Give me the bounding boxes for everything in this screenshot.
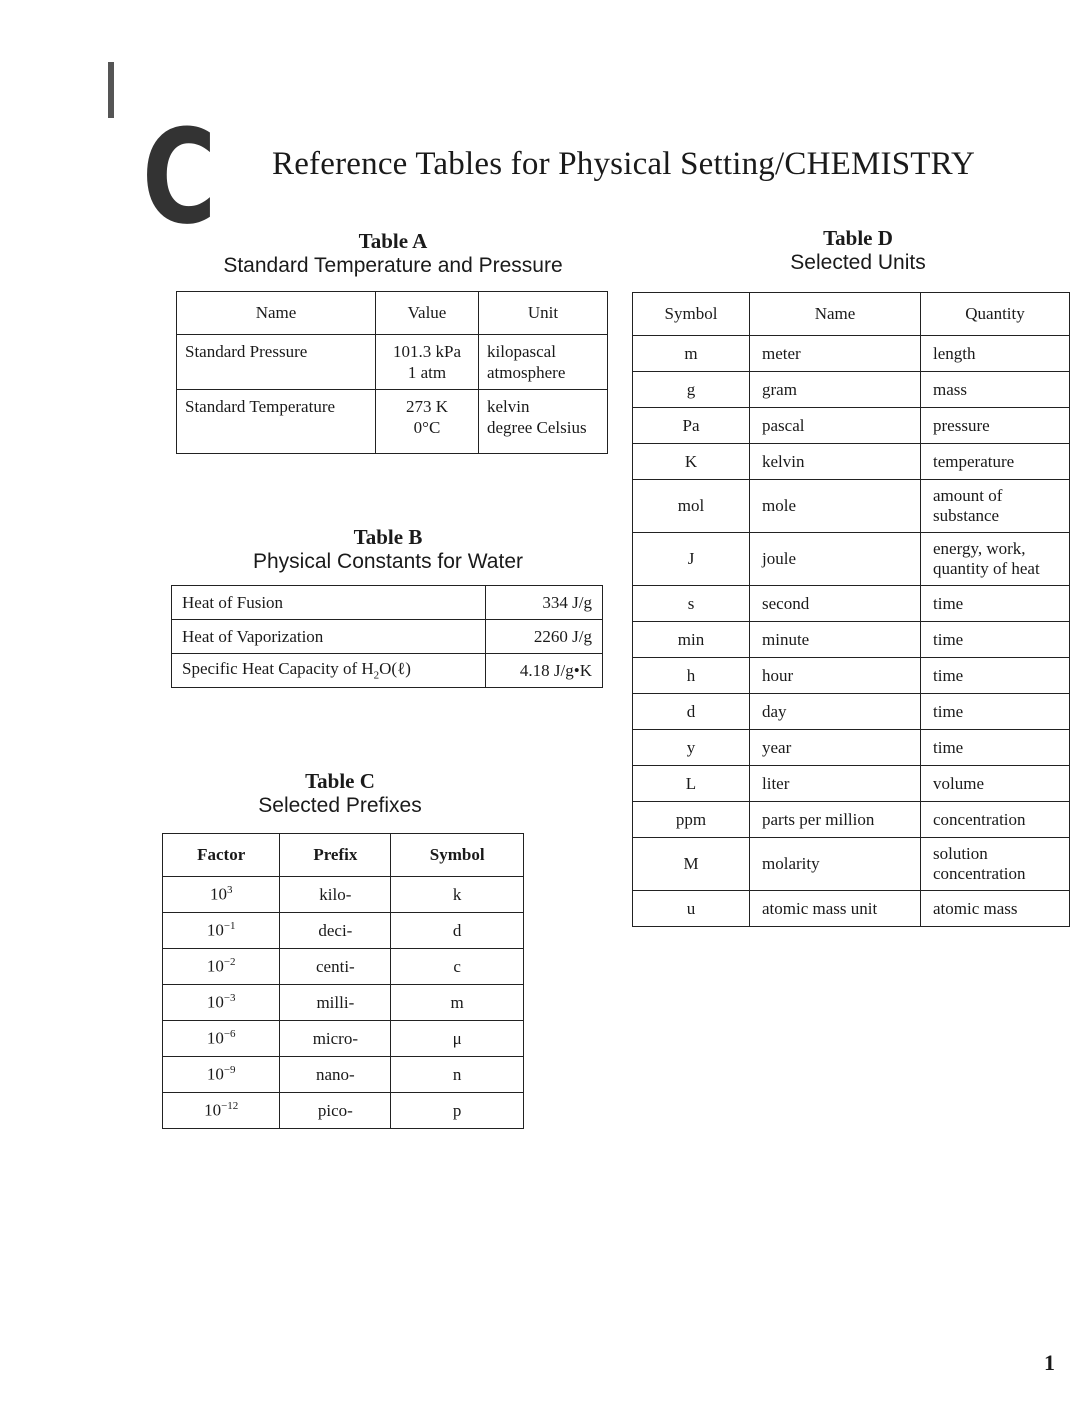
- cell-quantity: [921, 336, 1070, 372]
- table-c-label: Table C: [305, 769, 375, 793]
- cell-symbol: d: [391, 913, 524, 949]
- cell-prefix: nano-: [280, 1057, 391, 1093]
- cell-symbol: L: [633, 766, 750, 802]
- cell-value: [376, 390, 479, 454]
- table-row: [633, 408, 1070, 444]
- table-a-grid: [176, 291, 608, 454]
- cell-factor: $10^{-1}$: [163, 913, 280, 949]
- cell-factor: $10^3$: [163, 877, 280, 913]
- cell-name: Standard Pressure: [177, 335, 376, 390]
- unit-line: kelvin: [487, 397, 530, 416]
- cell-quantity: [921, 622, 1070, 658]
- cell-symbol: p: [391, 1093, 524, 1129]
- page-title: Reference Tables for Physical Setting/CHEMISTRY: [272, 146, 976, 182]
- table-row: [633, 838, 1070, 891]
- cell-name: liter: [750, 766, 921, 802]
- table-header-row: [163, 834, 524, 877]
- cell-name: Heat of Fusion: [172, 586, 486, 620]
- quantity-line: concentration: [933, 809, 1026, 829]
- cell-quantity: [921, 533, 1070, 586]
- unit-line: degree Celsius: [487, 418, 587, 437]
- table-row: [163, 1057, 524, 1093]
- table-row: [633, 730, 1070, 766]
- cell-symbol: μ: [391, 1021, 524, 1057]
- value-line: 1 atm: [407, 363, 447, 382]
- table-row: [633, 694, 1070, 730]
- quantity-line: time: [933, 701, 964, 721]
- cell-symbol: m: [391, 985, 524, 1021]
- table-d-title: Selected Units: [790, 251, 926, 274]
- quantity-line: volume: [933, 773, 984, 793]
- table-row: [633, 533, 1070, 586]
- table-d-grid: [632, 292, 1070, 927]
- cell-symbol: h: [633, 658, 750, 694]
- cell-name: [172, 654, 486, 688]
- cell-value: 2260 J/g: [486, 620, 603, 654]
- cell-symbol: c: [391, 949, 524, 985]
- cell-symbol: m: [633, 336, 750, 372]
- cell-factor: $10^{-9}$: [163, 1057, 280, 1093]
- cell-name: Standard Temperature: [177, 390, 376, 454]
- table-row: [163, 1021, 524, 1057]
- cell-symbol: Pa: [633, 408, 750, 444]
- table-row: [633, 336, 1070, 372]
- cell-name: meter: [750, 336, 921, 372]
- table-row: [172, 586, 603, 620]
- cell-symbol: n: [391, 1057, 524, 1093]
- cell-unit: [479, 335, 608, 390]
- cell-prefix: micro-: [280, 1021, 391, 1057]
- cell-symbol: M: [633, 838, 750, 891]
- quantity-line: substance: [933, 506, 1000, 525]
- table-row: [633, 891, 1070, 927]
- table-row: [633, 444, 1070, 480]
- cell-name: pascal: [750, 408, 921, 444]
- cell-name: minute: [750, 622, 921, 658]
- unit-line: atmosphere: [487, 363, 566, 382]
- cell-name: joule: [750, 533, 921, 586]
- cell-symbol: J: [633, 533, 750, 586]
- column-header: Quantity: [921, 293, 1070, 336]
- cell-symbol: mol: [633, 480, 750, 533]
- quantity-line: time: [933, 593, 964, 613]
- cell-symbol: d: [633, 694, 750, 730]
- cell-symbol: s: [633, 586, 750, 622]
- cell-value: [376, 335, 479, 390]
- table-row: [163, 949, 524, 985]
- quantity-line: time: [933, 629, 964, 649]
- table-row: [163, 1093, 524, 1129]
- quantity-line: solution: [933, 844, 988, 863]
- cell-unit: [479, 390, 608, 454]
- table-d-label: Table D: [823, 226, 893, 250]
- table-row: [633, 658, 1070, 694]
- name-text: O(ℓ): [379, 659, 411, 679]
- table-row: [163, 877, 524, 913]
- cell-symbol: u: [633, 891, 750, 927]
- cell-name: gram: [750, 372, 921, 408]
- table-row: [633, 802, 1070, 838]
- cell-name: atomic mass unit: [750, 891, 921, 927]
- table-c-title: Selected Prefixes: [258, 794, 422, 817]
- cell-quantity: [921, 802, 1070, 838]
- table-row: [163, 913, 524, 949]
- cell-symbol: ppm: [633, 802, 750, 838]
- table-b-label: Table B: [353, 525, 423, 549]
- quantity-line: quantity of heat: [933, 559, 1040, 578]
- value-line: 101.3 kPa: [393, 342, 461, 361]
- cell-name: hour: [750, 658, 921, 694]
- column-header: Name: [750, 293, 921, 336]
- cell-factor: $10^{-2}$: [163, 949, 280, 985]
- section-letter: C: [142, 101, 217, 253]
- quantity-line: amount of: [933, 486, 1003, 505]
- cell-quantity: [921, 838, 1070, 891]
- cell-prefix: deci-: [280, 913, 391, 949]
- subscript: 2: [373, 669, 380, 682]
- cell-symbol: K: [633, 444, 750, 480]
- cell-factor: $10^{-12}$: [163, 1093, 280, 1129]
- table-row: [633, 622, 1070, 658]
- table-d: [632, 226, 1072, 927]
- cell-name: kelvin: [750, 444, 921, 480]
- cell-factor: $10^{-3}$: [163, 985, 280, 1021]
- cell-name: day: [750, 694, 921, 730]
- cell-name: second: [750, 586, 921, 622]
- value-line: 0°C: [413, 418, 441, 437]
- cell-quantity: [921, 694, 1070, 730]
- cell-prefix: kilo-: [280, 877, 391, 913]
- cell-name: year: [750, 730, 921, 766]
- page-number: 1: [1044, 1350, 1055, 1375]
- cell-symbol: y: [633, 730, 750, 766]
- cell-prefix: centi-: [280, 949, 391, 985]
- table-b: [171, 525, 605, 688]
- cell-quantity: [921, 372, 1070, 408]
- cell-quantity: [921, 444, 1070, 480]
- quantity-line: time: [933, 737, 964, 757]
- cell-quantity: [921, 480, 1070, 533]
- table-row: [177, 390, 608, 454]
- cell-prefix: milli-: [280, 985, 391, 1021]
- cell-quantity: [921, 891, 1070, 927]
- cell-quantity: [921, 658, 1070, 694]
- table-a: [176, 229, 610, 454]
- quantity-line: energy, work,: [933, 539, 1026, 558]
- column-header: Symbol: [391, 834, 524, 877]
- cell-value: 4.18 J/g•K: [486, 654, 603, 688]
- table-c-grid: [162, 833, 524, 1129]
- cell-symbol: k: [391, 877, 524, 913]
- column-header: Value: [376, 292, 479, 335]
- table-b-title: Physical Constants for Water: [253, 550, 523, 573]
- cell-quantity: [921, 408, 1070, 444]
- quantity-line: mass: [933, 379, 967, 399]
- cell-name: mole: [750, 480, 921, 533]
- column-header: Symbol: [633, 293, 750, 336]
- margin-mark: [108, 62, 114, 118]
- table-row: [177, 335, 608, 390]
- table-a-title: Standard Temperature and Pressure: [223, 254, 563, 277]
- cell-value: 334 J/g: [486, 586, 603, 620]
- name-text: Specific Heat Capacity of H: [182, 659, 374, 679]
- table-a-label: Table A: [358, 229, 428, 253]
- quantity-line: pressure: [933, 415, 990, 435]
- quantity-line: time: [933, 665, 964, 685]
- table-row: [163, 985, 524, 1021]
- table-row: [633, 586, 1070, 622]
- table-b-grid: [171, 585, 603, 688]
- table-row: [172, 654, 603, 688]
- column-header: Unit: [479, 292, 608, 335]
- cell-symbol: g: [633, 372, 750, 408]
- column-header: Factor: [163, 834, 280, 877]
- value-line: 273 K: [405, 397, 449, 416]
- table-row: [172, 620, 603, 654]
- table-header-row: [633, 293, 1070, 336]
- cell-name: molarity: [750, 838, 921, 891]
- quantity-line: atomic mass: [933, 898, 1018, 918]
- table-row: [633, 372, 1070, 408]
- cell-quantity: [921, 730, 1070, 766]
- cell-quantity: [921, 766, 1070, 802]
- unit-line: kilopascal: [487, 342, 556, 361]
- cell-quantity: [921, 586, 1070, 622]
- cell-prefix: pico-: [280, 1093, 391, 1129]
- cell-factor: $10^{-6}$: [163, 1021, 280, 1057]
- cell-name: parts per million: [750, 802, 921, 838]
- quantity-line: concentration: [933, 864, 1026, 883]
- table-row: [633, 480, 1070, 533]
- table-row: [633, 766, 1070, 802]
- table-header-row: [177, 292, 608, 335]
- quantity-line: temperature: [933, 451, 1015, 471]
- column-header: Prefix: [280, 834, 391, 877]
- cell-name: Heat of Vaporization: [172, 620, 486, 654]
- table-c: [162, 769, 526, 1129]
- quantity-line: length: [933, 343, 976, 363]
- cell-symbol: min: [633, 622, 750, 658]
- column-header: Name: [177, 292, 376, 335]
